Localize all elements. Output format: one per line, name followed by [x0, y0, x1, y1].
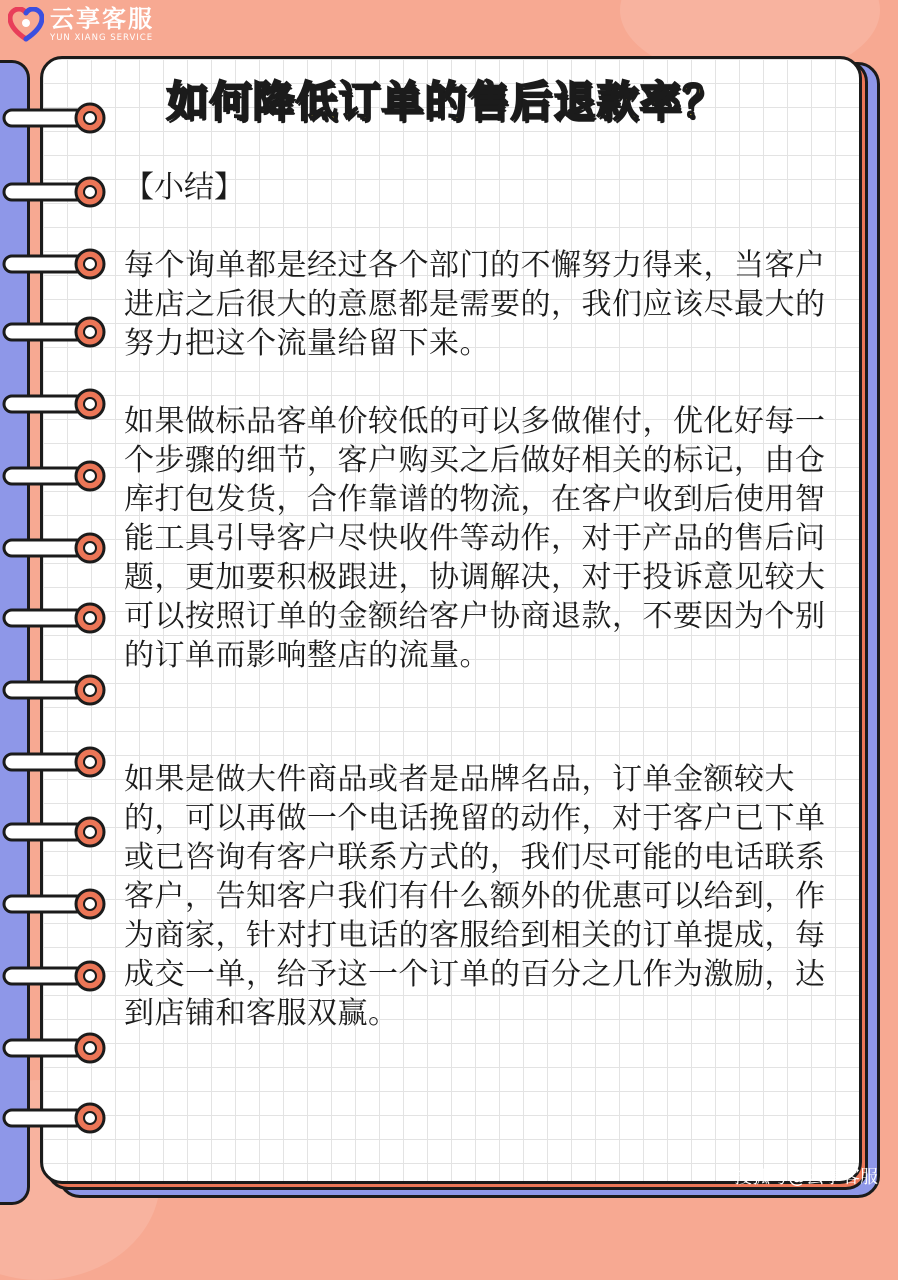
spiral-ring-icon: [0, 530, 110, 566]
spiral-ring-icon: [0, 386, 110, 422]
brand-name-cn: 云享客服: [50, 5, 154, 33]
paragraph-1: 每个询单都是经过各个部门的不懈努力得来，当客户进店之后很大的意愿都是需要的，我们应该尽最大的努力把这个流量给留下来。: [124, 248, 826, 361]
spiral-ring-icon: [0, 814, 110, 850]
spiral-ring-icon: [0, 100, 110, 136]
spiral-ring-icon: [0, 744, 110, 780]
brand-name-en: YUN XIANG SERVICE: [50, 33, 154, 43]
spiral-ring-icon: [0, 246, 110, 282]
page-title: 如何降低订单的售后退款率？: [166, 77, 726, 126]
spiral-ring-icon: [0, 458, 110, 494]
spiral-ring-icon: [0, 314, 110, 350]
watermark: 搜狐号@云享客服: [734, 1167, 878, 1188]
spiral-ring-icon: [0, 1100, 110, 1136]
spiral-ring-icon: [0, 886, 110, 922]
spiral-ring-icon: [0, 1030, 110, 1066]
spiral-ring-icon: [0, 600, 110, 636]
spiral-ring-icon: [0, 958, 110, 994]
section-label: 【小结】: [124, 170, 244, 205]
spiral-ring-icon: [0, 672, 110, 708]
paragraph-3: 如果是做大件商品或者是品牌名品，订单金额较大的，可以再做一个电话挽留的动作，对于客户已下单或已咨询有客户联系方式的，我们尽可能的电话联系客户，告知客户我们有什么额外的优惠可以给到，作为商家，针对打电话的客服给到相关的订单提成，每成交一单，给予这一个订单的百分之几作为激励，达到店铺和客服双赢。: [124, 762, 826, 1031]
spiral-ring-icon: [0, 174, 110, 210]
heart-logo-icon: [8, 7, 44, 43]
brand-logo: [8, 6, 154, 44]
paragraph-2: 如果做标品客单价较低的可以多做催付，优化好每一个步骤的细节，客户购买之后做好相关的标记，由仓库打包发货，合作靠谱的物流，在客户收到后使用智能工具引导客户尽快收件等动作，对于产品的售后问题，更加要积极跟进，协调解决，对于投诉意见较大可以按照订单的金额给客户协商退款，不要因为个别的订单而影响整店的流量。: [124, 404, 826, 673]
